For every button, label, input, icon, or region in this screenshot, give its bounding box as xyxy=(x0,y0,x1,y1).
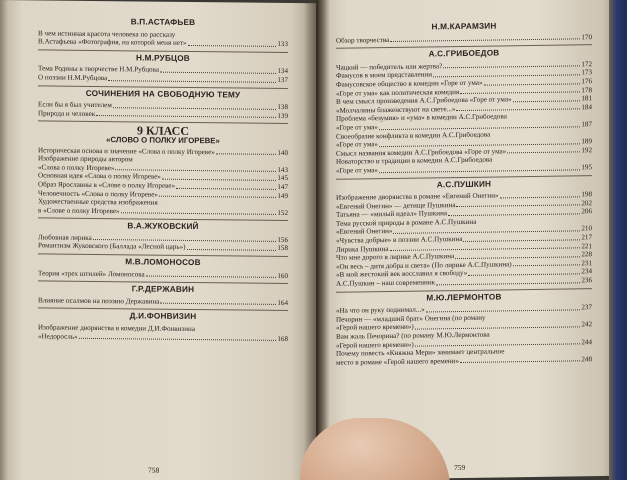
toc-entry-page: 137 xyxy=(277,75,288,84)
dot-leader xyxy=(176,187,276,189)
section-heading: Н.М.КАРАМЗИН xyxy=(431,21,497,32)
toc-entry-title: Фамусовское общество в комедии «Горе от ума» xyxy=(336,78,483,89)
dot-leader xyxy=(463,239,580,242)
toc-entry-title: Природа и человек xyxy=(38,109,96,118)
toc-entry-page: 168 xyxy=(277,334,288,343)
toc-entry-title: Фамусов в моем представлении xyxy=(336,70,433,81)
dot-leader xyxy=(146,276,277,278)
toc-entry-page: 149 xyxy=(277,191,288,200)
toc-entry-page: 145 xyxy=(277,174,288,183)
section-heading: А.С.ПУШКИН xyxy=(336,175,592,194)
toc-entry-title: Образ Ярославны в «Слове о полку Игореве» xyxy=(38,180,176,190)
dot-leader xyxy=(121,213,277,216)
toc-entry-line: Своеобразие конфликта в комедии А.С.Грибоедова xyxy=(336,130,491,141)
toc-entry-title: Обзор творчества xyxy=(336,35,390,45)
dot-leader xyxy=(160,303,276,305)
toc-entry-page: 248 xyxy=(581,354,592,364)
toc-entry-page: 158 xyxy=(277,244,288,253)
toc-entry-line: Изображение природы автором xyxy=(38,154,133,164)
toc-entry-page: 198 xyxy=(581,190,592,199)
toc-entry-page: 210 xyxy=(581,224,592,233)
dot-leader xyxy=(160,72,276,74)
toc-entry-title: Изображение дворянства в романе «Евгений Онегин» xyxy=(336,191,499,202)
right-page xyxy=(318,0,627,480)
toc-entry-page: 147 xyxy=(277,182,288,191)
toc-entry-title: Что мне дорого в лирике А.С.Пушкина xyxy=(336,252,455,262)
toc-entry-page: 228 xyxy=(581,250,592,259)
toc-entry-page: 139 xyxy=(277,111,288,120)
toc-entry-page: 189 xyxy=(581,137,592,146)
toc-entry-line: Тема русской природы в романе А.С.Пушкина xyxy=(336,217,477,228)
section-heading: СОЧИНЕНИЯ НА СВОБОДНУЮ ТЕМУ xyxy=(38,85,288,103)
toc-entry-title: «Герой нашего времени») xyxy=(336,323,414,333)
toc-entry-line: В чем истинная красота человека по рассказу xyxy=(38,28,176,39)
section-heading: Г.Р.ДЕРЖАВИН xyxy=(38,281,288,299)
toc-entry-title: Романтизм Жуковского (Баллада «Лесной царь») xyxy=(38,241,186,252)
toc-entry-title: Основная идея «Слова о полку Игореве» xyxy=(38,171,161,181)
toc-entry-title: в «Слове о полку Игореве» xyxy=(38,206,120,215)
section-heading: Д.И.ФОНВИЗИН xyxy=(38,308,288,326)
toc-entry-page: 173 xyxy=(581,68,592,77)
toc-entry-page: 184 xyxy=(581,102,592,112)
toc-entry-title: «Евгений Онегин» xyxy=(336,227,393,237)
toc-entry-page: 172 xyxy=(581,59,592,69)
dot-leader xyxy=(188,45,277,47)
toc-entry-line: Художественные средства изображения xyxy=(38,197,158,207)
toc-entry-page: 187 xyxy=(581,120,592,129)
toc-entry-page: 181 xyxy=(581,94,592,103)
section-heading: М.В.ЛОМОНОСОВ xyxy=(38,253,288,271)
toc-entry-page: 160 xyxy=(277,271,288,280)
toc-entry-title: Чацкий — победитель или жертва? xyxy=(336,62,443,72)
toc-entry-title: «Недоросль» xyxy=(38,332,78,341)
toc-entry-title: Лирика Пушкина xyxy=(336,244,389,254)
toc-entry-page: 178 xyxy=(581,85,592,94)
dot-leader xyxy=(484,83,581,85)
toc-entry-title: Любовная лирика xyxy=(38,233,92,242)
section-heading: В.А.ЖУКОВСКИЙ xyxy=(38,218,288,236)
dot-leader xyxy=(500,196,581,198)
toc-entry-page: 170 xyxy=(581,32,592,41)
toc-entry-line: Проблема «безумия» и «ума» в комедии А.С.Грибоедова xyxy=(336,112,507,124)
toc-entry-title: «На что он руку поднимал...» xyxy=(336,305,425,315)
toc-entry-line: Новаторство и традиции в комедии А.С.Грибоедова xyxy=(336,155,493,167)
section-heading: В.П.АСТАФЬЕВ xyxy=(130,17,196,28)
toc-entry-title: Теория «трех штилей» Ломоносова xyxy=(38,269,145,279)
toc-entry-title: Влияние псалмов на поэзию Державина xyxy=(38,296,160,306)
toc-entry-title: Человечность «Слова о полку Игореве» xyxy=(38,188,158,199)
section-heading: Н.М.РУБЦОВ xyxy=(38,49,288,67)
toc-entry-page: 242 xyxy=(581,320,592,329)
toc-entry-page: 134 xyxy=(277,67,288,76)
dot-leader xyxy=(507,152,580,154)
toc-entry-page: 152 xyxy=(277,208,288,217)
toc-entry-title: Тема Родины в творчестве Н.М.Рубцова xyxy=(38,64,159,75)
toc-entry-title: «Горе от ума» xyxy=(336,166,378,175)
toc-entry-page: 133 xyxy=(277,40,288,49)
toc-entry-title: Смысл названия комедии А.С.Грибоедова «Горе от ума» xyxy=(336,147,507,158)
dot-leader xyxy=(159,196,276,198)
toc-entry-page: 192 xyxy=(581,145,592,155)
dot-leader xyxy=(468,273,580,276)
toc-entry-title: О поэзии Н.М.Рубцова xyxy=(38,73,108,83)
toc-entry-page: 231 xyxy=(581,259,592,268)
section-heading: А.С.ГРИБОЕДОВ xyxy=(336,44,592,63)
grade-heading: 9 КЛАСС xyxy=(38,121,288,138)
toc-entry-title: «Слова о полку Игореве» xyxy=(38,163,115,172)
toc-entry-page: 217 xyxy=(581,233,592,242)
toc-entry-page: 237 xyxy=(581,303,592,312)
toc-entry-title: «Евгений Онегин» — детище Пушкина xyxy=(336,200,456,211)
toc-entry-title: В.Астафьева «Фотография, на которой меня нет» xyxy=(38,37,187,48)
toc-entry-title: «Герой нашего времени») xyxy=(336,340,414,350)
toc-entry-page: 176 xyxy=(581,77,592,86)
toc-entry-title: «Горе от ума» xyxy=(336,140,378,149)
toc-entry-page: 143 xyxy=(277,165,288,174)
toc-entry-page: 202 xyxy=(581,198,592,208)
toc-entry-page: 221 xyxy=(581,241,592,250)
right-toc-column xyxy=(336,18,592,370)
toc-entry-page: 164 xyxy=(277,298,288,307)
toc-entry-page: 195 xyxy=(581,163,592,172)
toc-entry-title: «Горе от ума» xyxy=(336,123,378,132)
toc-entry-page: 156 xyxy=(277,235,288,244)
toc-entry-page: 234 xyxy=(581,267,592,276)
toc-entry-title: Татьяна — «милый идеал» Пушкина xyxy=(336,209,448,220)
toc-entry-title: А.С.Пушкин – наш современник xyxy=(336,278,436,288)
left-toc-column xyxy=(38,14,288,346)
dot-leader xyxy=(187,249,277,251)
toc-entry-title: Историческая основа и значение «Слова о полку Игореве» xyxy=(38,145,215,156)
toc-entry-page: 140 xyxy=(277,148,288,157)
dot-leader xyxy=(513,265,581,267)
left-page-number: 758 xyxy=(148,465,160,475)
toc-entry-title: Если бы я был учителем xyxy=(38,100,112,110)
toc-entry-title: В чем смысл произведения А.С.Грибоедова «Горе от ума» xyxy=(336,95,512,106)
toc-entry-title: «Чувства добрые» в поэзии А.С.Пушкина xyxy=(336,235,463,245)
dot-leader xyxy=(162,179,276,181)
toc-entry-title: «Он весь – дитя добра и света» (По лирике А.С.Пушкина) xyxy=(336,260,512,271)
dot-leader xyxy=(216,153,277,155)
toc-entry-line: Печорин — «младший брат» Онегина (по роману xyxy=(336,313,486,324)
toc-entry-page: 138 xyxy=(277,103,288,112)
toc-entry-title: «В мой жестокий век восславил я свободу» xyxy=(336,269,468,280)
section-heading: «СЛОВО О ПОЛКУ ИГОРЕВЕ» xyxy=(106,135,220,146)
toc-entry-page: 244 xyxy=(581,337,592,346)
toc-entry-line: Изображение дворянства в комедии Д.И.Фонвизина xyxy=(38,323,195,334)
toc-entry-line: Почему повесть «Княжна Мери» занимает центральное xyxy=(336,347,505,358)
right-page-number: 759 xyxy=(454,462,466,473)
toc-entry-line: Вам жаль Печорина? (по роману М.Ю.Лермонтова xyxy=(336,330,490,341)
toc-entry-page: 206 xyxy=(581,207,592,216)
dot-leader xyxy=(513,100,581,102)
toc-entry-page: 236 xyxy=(581,276,592,285)
book-cover-edge xyxy=(609,0,627,480)
section-heading: М.Ю.ЛЕРМОНТОВ xyxy=(336,288,592,307)
toc-entry-title: место в романе «Герой нашего времени» xyxy=(336,356,460,367)
toc-entry-title: «Молчалины блаженствуют на свете...» xyxy=(336,104,456,115)
toc-entry-title: «Горе от ума» как политическая комедия xyxy=(336,87,460,98)
